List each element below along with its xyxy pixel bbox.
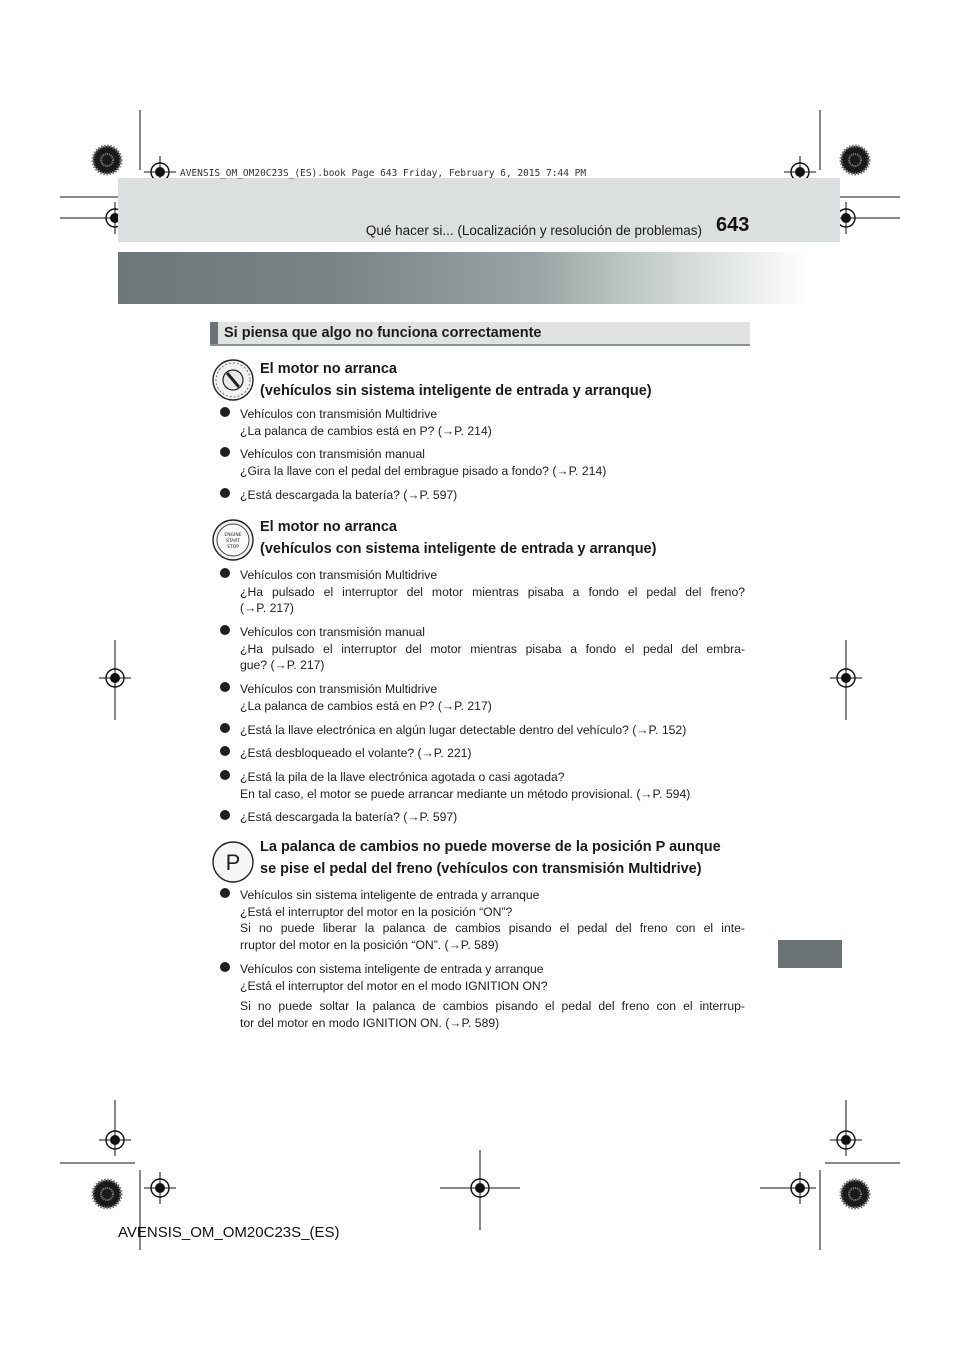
engine-start-stop-button-icon [211,518,255,562]
chapter-band [118,252,840,304]
section-header [210,322,750,346]
list-item: Vehículos con transmisión manual ¿Ha pulsado el interruptor del motor mientras pisaba a fondo el pedal del embra- gue? (→P. 217) [240,624,745,674]
svg-text:START: START [226,539,240,544]
page-number: 643 [716,214,750,236]
list-item: ¿Está descargada la batería? (→P. 597) [240,809,745,826]
print-header: AVENSIS_OM_OM20C23S_(ES).book Page 643 Friday, February 6, 2015 7:44 PM [180,168,587,179]
list-item: Vehículos sin sistema inteligente de entrada y arranque ¿Está el interruptor del motor en la posición “ON”? Si no puede liberar la palanca de cambios pisando el pedal del freno con el inte- rruptor del motor en la posición “ON”. (→P. 589) [240,887,745,953]
list-item: Vehículos con sistema inteligente de entrada y arranque ¿Está el interruptor del motor en el modo IGNITION ON? Si no puede soltar la palanca de cambios pisando el pedal del freno con el interrup- tor del motor en modo IGNITION ON. (→P. 589) [240,961,745,1031]
svg-text:P: P [225,850,241,875]
chapter-title: Qué hacer si... (Localización y resolución de problemas) [365,223,702,238]
list-item: ¿Está la llave electrónica en algún lugar detectable dentro del vehículo? (→P. 152) [240,722,745,739]
list-item: Vehículos con transmisión manual ¿Gira la llave con el pedal del embrague pisado a fondo? (→P. 214) [240,446,745,479]
list-item: ¿Está la pila de la llave electrónica agotada o casi agotada? En tal caso, el motor se puede arrancar mediante un método provisional. (→P. 594) [240,769,745,802]
svg-text:ENGINE: ENGINE [224,533,242,538]
list-item: ¿Está desbloqueado el volante? (→P. 221) [240,745,745,762]
ignition-key-icon [211,358,255,402]
footer-model-code: AVENSIS_OM_OM20C23S_(ES) [118,1224,340,1241]
group-2-heading: El motor no arranca (vehículos con sistema inteligente de entrada y arranque) [260,519,657,557]
group-3-heading: La palanca de cambios no puede moverse de la posición P aunque se pise el pedal del freno (vehículos con transmisión Multidrive) [260,839,721,877]
list-item: Vehículos con transmisión Multidrive ¿Ha pulsado el interruptor del motor mientras pisaba a fondo el pedal del freno? (→P. 217) [240,567,745,617]
list-item: Vehículos con transmisión Multidrive ¿La palanca de cambios está en P? (→P. 214) [240,406,745,439]
chapter-side-tab [778,940,842,968]
svg-text:STOP: STOP [227,545,239,550]
list-item: ¿Está descargada la batería? (→P. 597) [240,487,745,504]
park-position-icon [211,840,255,884]
list-item: Vehículos con transmisión Multidrive ¿La palanca de cambios está en P? (→P. 217) [240,681,745,714]
group-1-heading: El motor no arranca (vehículos sin sistema inteligente de entrada y arranque) [260,361,652,399]
section-title: Si piensa que algo no funciona correctamente [224,325,542,341]
